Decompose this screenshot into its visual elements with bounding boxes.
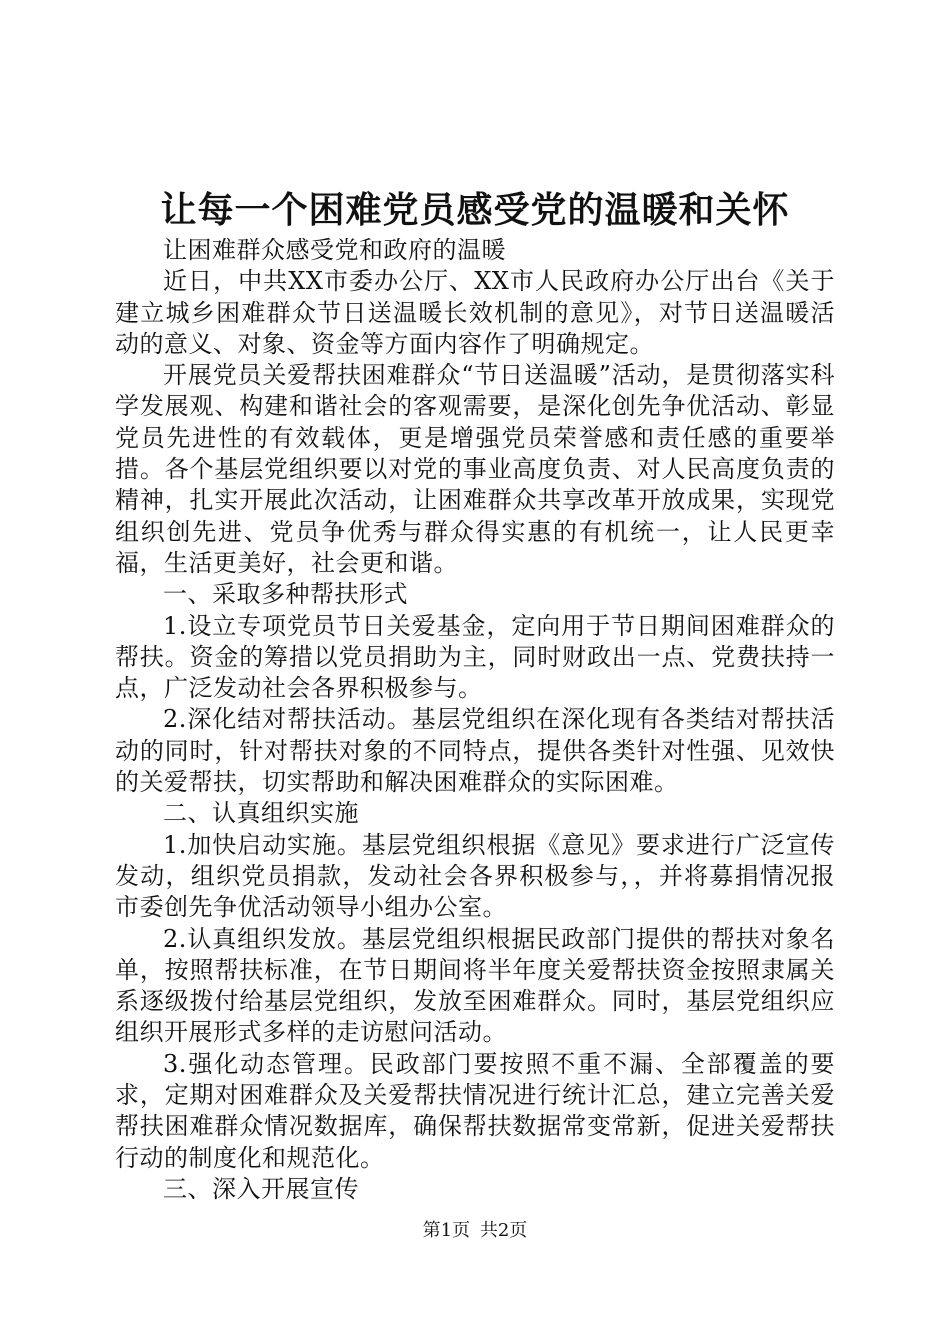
section-heading: 一、采取多种帮扶形式 <box>163 580 408 609</box>
paragraph: 开展党员关爱帮扶困难群众“节日送温暖”活动，是贯彻落实科学发展观、构建和谐社会的客观需要，是深化创先争优活动、彰显党员先进性的有效载体，更是增强党员荣誉感和责任感的重要举措。各个基层党组织要以对党的事业高度负责、对人民高度负责的精神，扎实开展此次活动，让困难群众共享改革开放成果，实现党组织创先进、党员争优秀与群众得实惠的有机统一，让人民更幸福，生活更美好，社会更和谐。 <box>115 361 835 577</box>
document-title: 让每一个困难党员感受党的温暖和关怀 <box>160 189 790 231</box>
document-body <box>115 235 835 1205</box>
page-footer <box>0 1216 950 1242</box>
page-total: 共2页 <box>479 1220 528 1241</box>
paragraph: 近日，中共XX市委办公厅、XX市人民政府办公厅出台《关于建立城乡困难群众节日送温暖长效机制的意见》，对节日送温暖活动的意义、对象、资金等方面内容作了明确规定。 <box>115 267 835 358</box>
paragraph: 1.设立专项党员节日关爱基金，定向用于节日期间困难群众的帮扶。资金的筹措以党员捐助为主，同时财政出一点、党费扶持一点，广泛发动社会各界积极参与。 <box>115 611 835 703</box>
section-heading: 三、深入开展宣传 <box>163 1174 359 1203</box>
section-heading: 二、认真组织实施 <box>163 799 359 828</box>
paragraph: 3.强化动态管理。民政部门要按照不重不漏、全部覆盖的要求，定期对困难群众及关爱帮扶情况进行统计汇总，建立完善关爱帮扶困难群众情况数据库，确保帮扶数据常变常新，促进关爱帮扶行动的制度化和规范化。 <box>115 1049 835 1172</box>
paragraph: 1.加快启动实施。基层党组织根据《意见》要求进行广泛宣传发动，组织党员捐款，发动社会各界积极参与，，并将募捐情况报市委创先争优活动领导小组办公室。 <box>115 830 835 922</box>
page-number: 第1页 <box>422 1220 471 1241</box>
paragraph: 2.深化结对帮扶活动。基层党组织在深化现有各类结对帮扶活动的同时，针对帮扶对象的不同特点，提供各类针对性强、见效快的关爱帮扶，切实帮助和解决困难群众的实际困难。 <box>115 705 835 797</box>
paragraph: 让困难群众感受党和政府的温暖 <box>163 236 506 264</box>
paragraph: 2.认真组织发放。基层党组织根据民政部门提供的帮扶对象名单，按照帮扶标准，在节日期间将半年度关爱帮扶资金按照隶属关系逐级拨付给基层党组织，发放至困难群众。同时，基层党组织应组织开展形式多样的走访慰问活动。 <box>115 924 835 1047</box>
